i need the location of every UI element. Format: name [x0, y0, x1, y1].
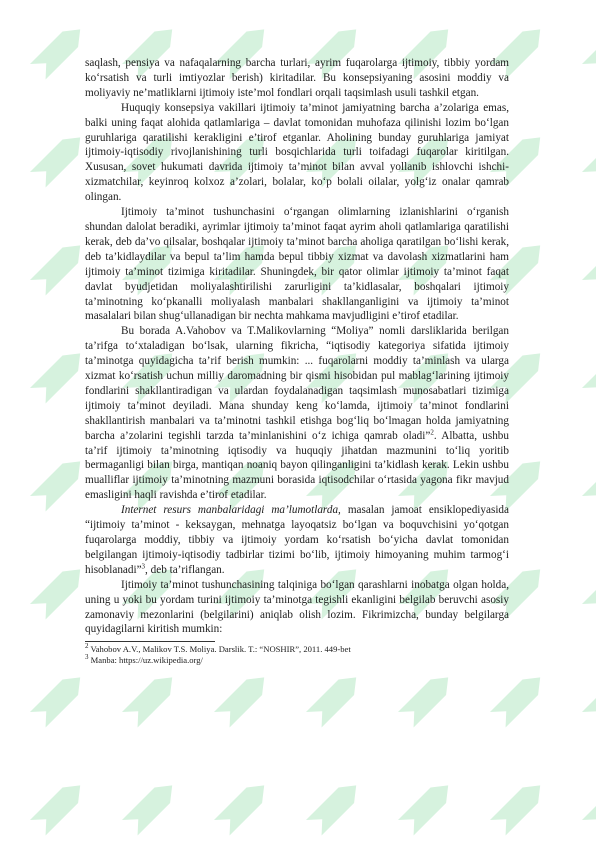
paragraph-1: saqlash, pensiya va nafaqalarning barcha turlari, ayrim fuqarolarga ijtimoiy, tibbiy yordam ko‘rsatish va turli imtiyozlar berish) kiritadilar. Bu konsepsiyaning asosini moddiy va moliyaviy ne’matliklarni ijtimoiy iste’mol fondlari orqali taqsimlash usuli tashkil etgan. — [85, 57, 509, 99]
paragraph-4 — [85, 324, 509, 503]
paragraph-4-text: Bu borada A.Vahobov va T.Malikovlarning “Moliya” nomli darsliklarida berilgan ta’rifga to‘xtaladigan bo‘lsak, ularning fikricha, “iqtisodiy kategoriya sifatida ijtimoiy ta’minotga quyidagicha ta’rif berish mumkin: ... fuqarolarni moddiy ta’minlash va ularga xizmat ko‘rsatish uchun milliy daromadning bir qismi hisobidan pul mablag‘larining ijtimoiy fondlarini shakllantiradigan va ulardan foydalanadigan taqsimlash munosabatlari tizimiga ijtimoiy ta’minot deyiladi. Mana shunday keng ko‘lamda, ijtimoiy ta’minot fondlarini shakllantirish manbalari va ta’minotni tashkil etishga bog‘liq bo‘lmagan holda jamiyatning barcha a’zolarini tegishli tarzda ta’minlanishini o‘z ichiga qamrab oladi” — [85, 325, 509, 442]
footnote-number: 2 — [85, 642, 89, 651]
footnotes — [85, 644, 509, 665]
paragraph-6: Ijtimoiy ta’minot tushunchasining talqiniga bo‘lgan qarashlarni inobatga olgan holda, uning u yoki bu yordam turini ijtimoiy ta’minotga tegishli ekanligini belgilab beruvchi asosiy zamonaviy mezonlarini (belgilarini) aniqlab olish lozim. Fikrimizcha, bunday belgilarga quyidagilarni kiritish mumkin: — [85, 578, 509, 636]
paragraph-3: Ijtimoiy ta’minot tushunchasini o‘rgangan olimlarning izlanishlarini o‘rganish shundan dalolat beradiki, ayrimlar ijtimoiy ta’minot faqat ayrim aholi qatlamlariga qaratilishi kerak, deb da’vo qilsalar, boshqalar ijtimoiy ta’minot barcha aholiga qaratilgan bo‘lishi kerak, deb ta’kidlaydilar va bepul ta’lim hamda bepul tibbiy xizmat va davolash xizmatlarini ham ijtimoiy ta’minot tizimiga kiritadilar. Shuningdek, bir qator olimlar ijtimoiy ta’minot faqat davlat byudjetidan moliyalashtirilishi zarurligini ta’kidlasalar, boshqalari ijtimoiy ta’minotning ko‘pkanalli moliyalash manbalari shakllanganligini va ijtimoiy ta’minot masalalari bilan shug‘ullanadigan bir nechta mahkama mavjudligini e’tirof etadilar. — [85, 206, 509, 323]
paragraph-2: Huquqiy konsepsiya vakillari ijtimoiy ta’minot jamiyatning barcha a’zolariga emas, balki uning faqat alohida qatlamlariga – davlat tomonidan muhofaza qilinishi lozim bo‘lgan guruhlariga qaratilishi kerakligini e’tirof etganlar. Aholining bunday guruhlariga jamiyat ijtimoiy-iqtisodiy rivojlanishining turli bosqichlarida turli toifadagi fuqarolar kiritilgan. Xususan, sovet hukumati davrida ijtimoiy ta’minot bilan avval yollanib ishlovchi ishchi-xizmatchilar, keyinroq kolxoz a’zolari, bolalar, ko‘p bolali oilalar, yolg‘iz onalar qamrab olingan. — [85, 101, 509, 204]
footnote-ref-3: 3 — [141, 562, 146, 571]
footnote-text: Manba: https://uz.wikipedia.org/ — [88, 654, 203, 665]
document-body — [85, 56, 509, 666]
footnote-2 — [85, 644, 509, 655]
footnote-text: Vahobov A.V., Malikov T.S. Moliya. Darslik. T.: “NOSHIR”, 2011. 449-bet — [88, 644, 351, 655]
paragraph-5-italic-lead: Internet resurs manbalaridagi ma’lumotlarda, — [121, 504, 341, 517]
paragraph-5-continuation: , deb ta’riflangan. — [145, 563, 225, 576]
paragraph-5 — [85, 503, 509, 578]
footnote-3 — [85, 655, 509, 666]
footnote-number: 3 — [85, 653, 89, 662]
paragraph-5-text: masalan jamoat ensiklopediyasida “ijtimoiy ta’minot - keksaygan, mehnatga layoqatsiz bo‘lgan va boquvchisini yo‘qotgan fuqarolarga moddiy, tibbiy va ijtimoiy yordam ko‘rsatish bo‘yicha davlat tomonidan belgilangan ijtimoiy-iqtisodiy tadbirlar tizimi bo‘lib, ijtimoiy himoyaning muhim tarmog‘i hisoblanadi” — [85, 504, 509, 576]
footnote-ref-2: 2 — [430, 427, 434, 436]
paragraph-4-continuation: . Albatta, ushbu ta’rif ijtimoiy ta’minotning iqtisodiy va huquqiy jihatdan mazmunini to‘liq yoritib bermaganligi bilan birga, mantiqan noaniq bayon qilinganligini ta’kidlash kerak. Lekin ushbu mualliflar ijtimoiy ta’minotning mazmuni borasida iqtisodchilar o‘rtasida yagona fikr mavjud emasligini haqli ravishda e’tirof etadilar. — [85, 429, 509, 502]
footnote-separator — [85, 641, 215, 642]
